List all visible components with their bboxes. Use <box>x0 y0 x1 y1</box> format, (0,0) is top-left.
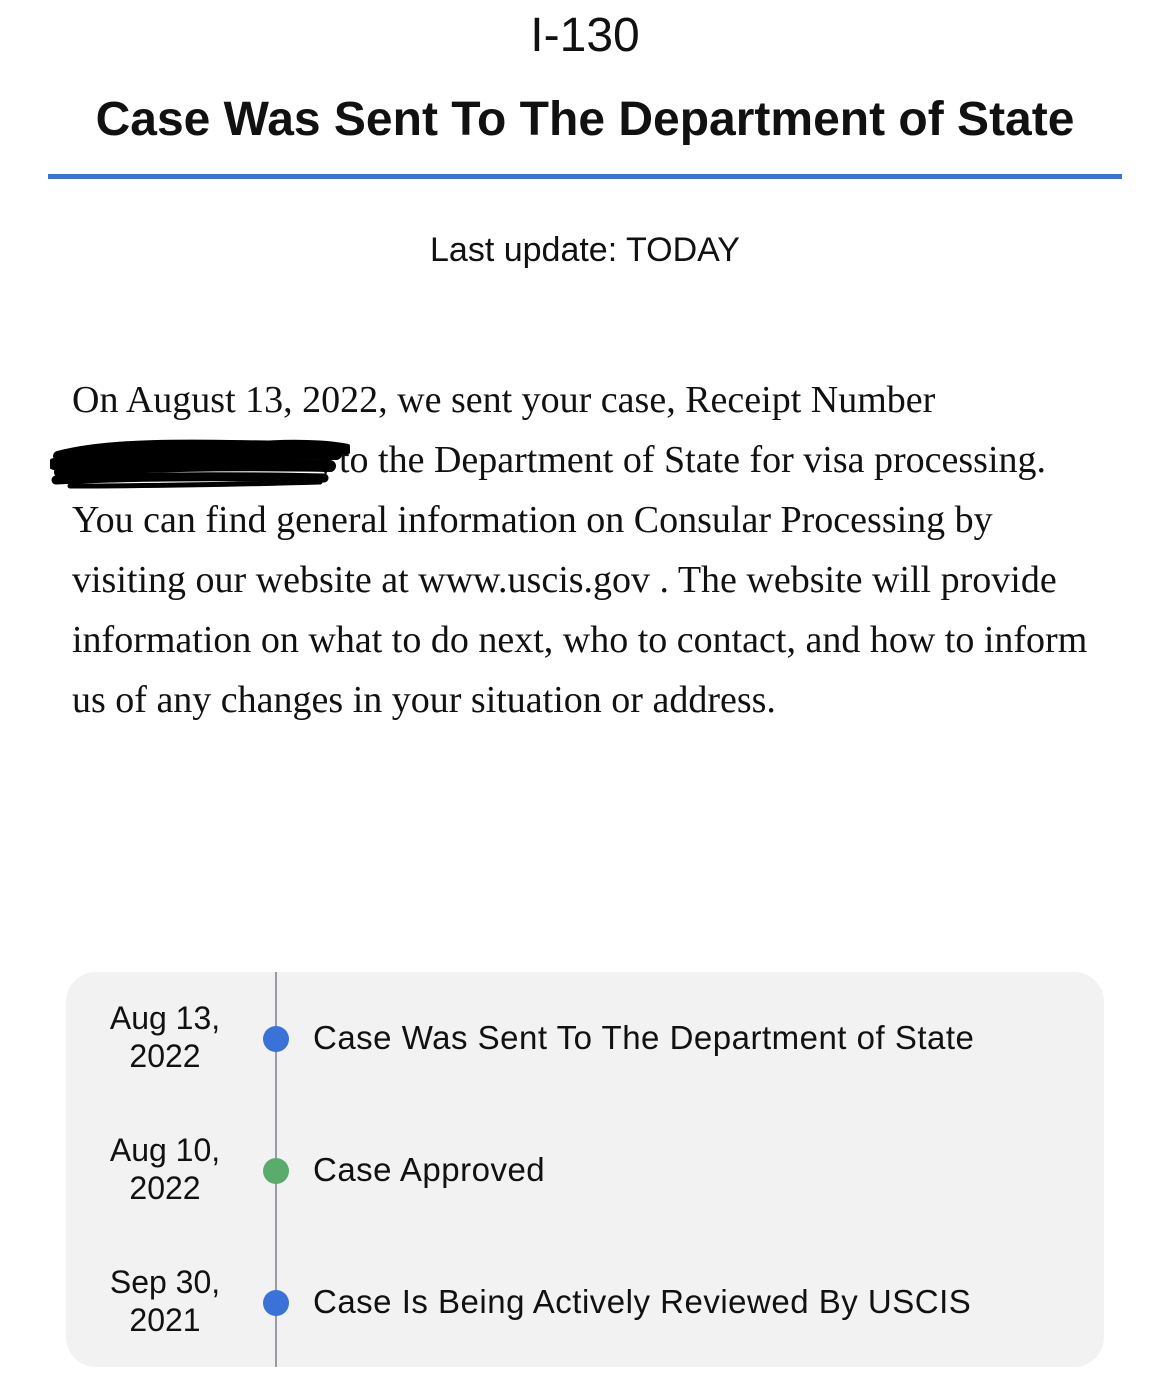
history-event <box>66 1128 1104 1228</box>
history-event <box>66 996 1104 1096</box>
event-status: Case Approved <box>313 1151 546 1188</box>
description-intro: On August 13, 2022, we sent your case, Receipt Number <box>72 379 936 421</box>
history-event <box>66 1260 1104 1360</box>
title-divider <box>48 174 1122 179</box>
event-date: Aug 10, 2022 <box>109 1132 221 1206</box>
redacted-receipt-number <box>50 444 320 480</box>
status-dot-icon <box>263 1158 289 1184</box>
status-dot-icon <box>263 1026 289 1052</box>
status-dot-icon <box>263 1290 289 1316</box>
status-title: Case Was Sent To The Department of State <box>95 93 1075 146</box>
last-update-text: Last update: TODAY <box>430 231 740 269</box>
event-date: Sep 30, 2021 <box>109 1264 221 1338</box>
description-body: , to the Department of State for visa processing. You can find general information on Consular Processing by visiting our website at www.uscis.gov . The website will provide information on what to do next, who to contact, and how to inform us of any changes in your situation or address. <box>72 439 1088 721</box>
event-date: Aug 13, 2022 <box>109 1000 221 1074</box>
form-code: I-130 <box>530 9 640 62</box>
case-description <box>72 370 1112 730</box>
event-status: Case Was Sent To The Department of State <box>313 1019 975 1056</box>
event-status: Case Is Being Actively Reviewed By USCIS <box>313 1283 972 1320</box>
